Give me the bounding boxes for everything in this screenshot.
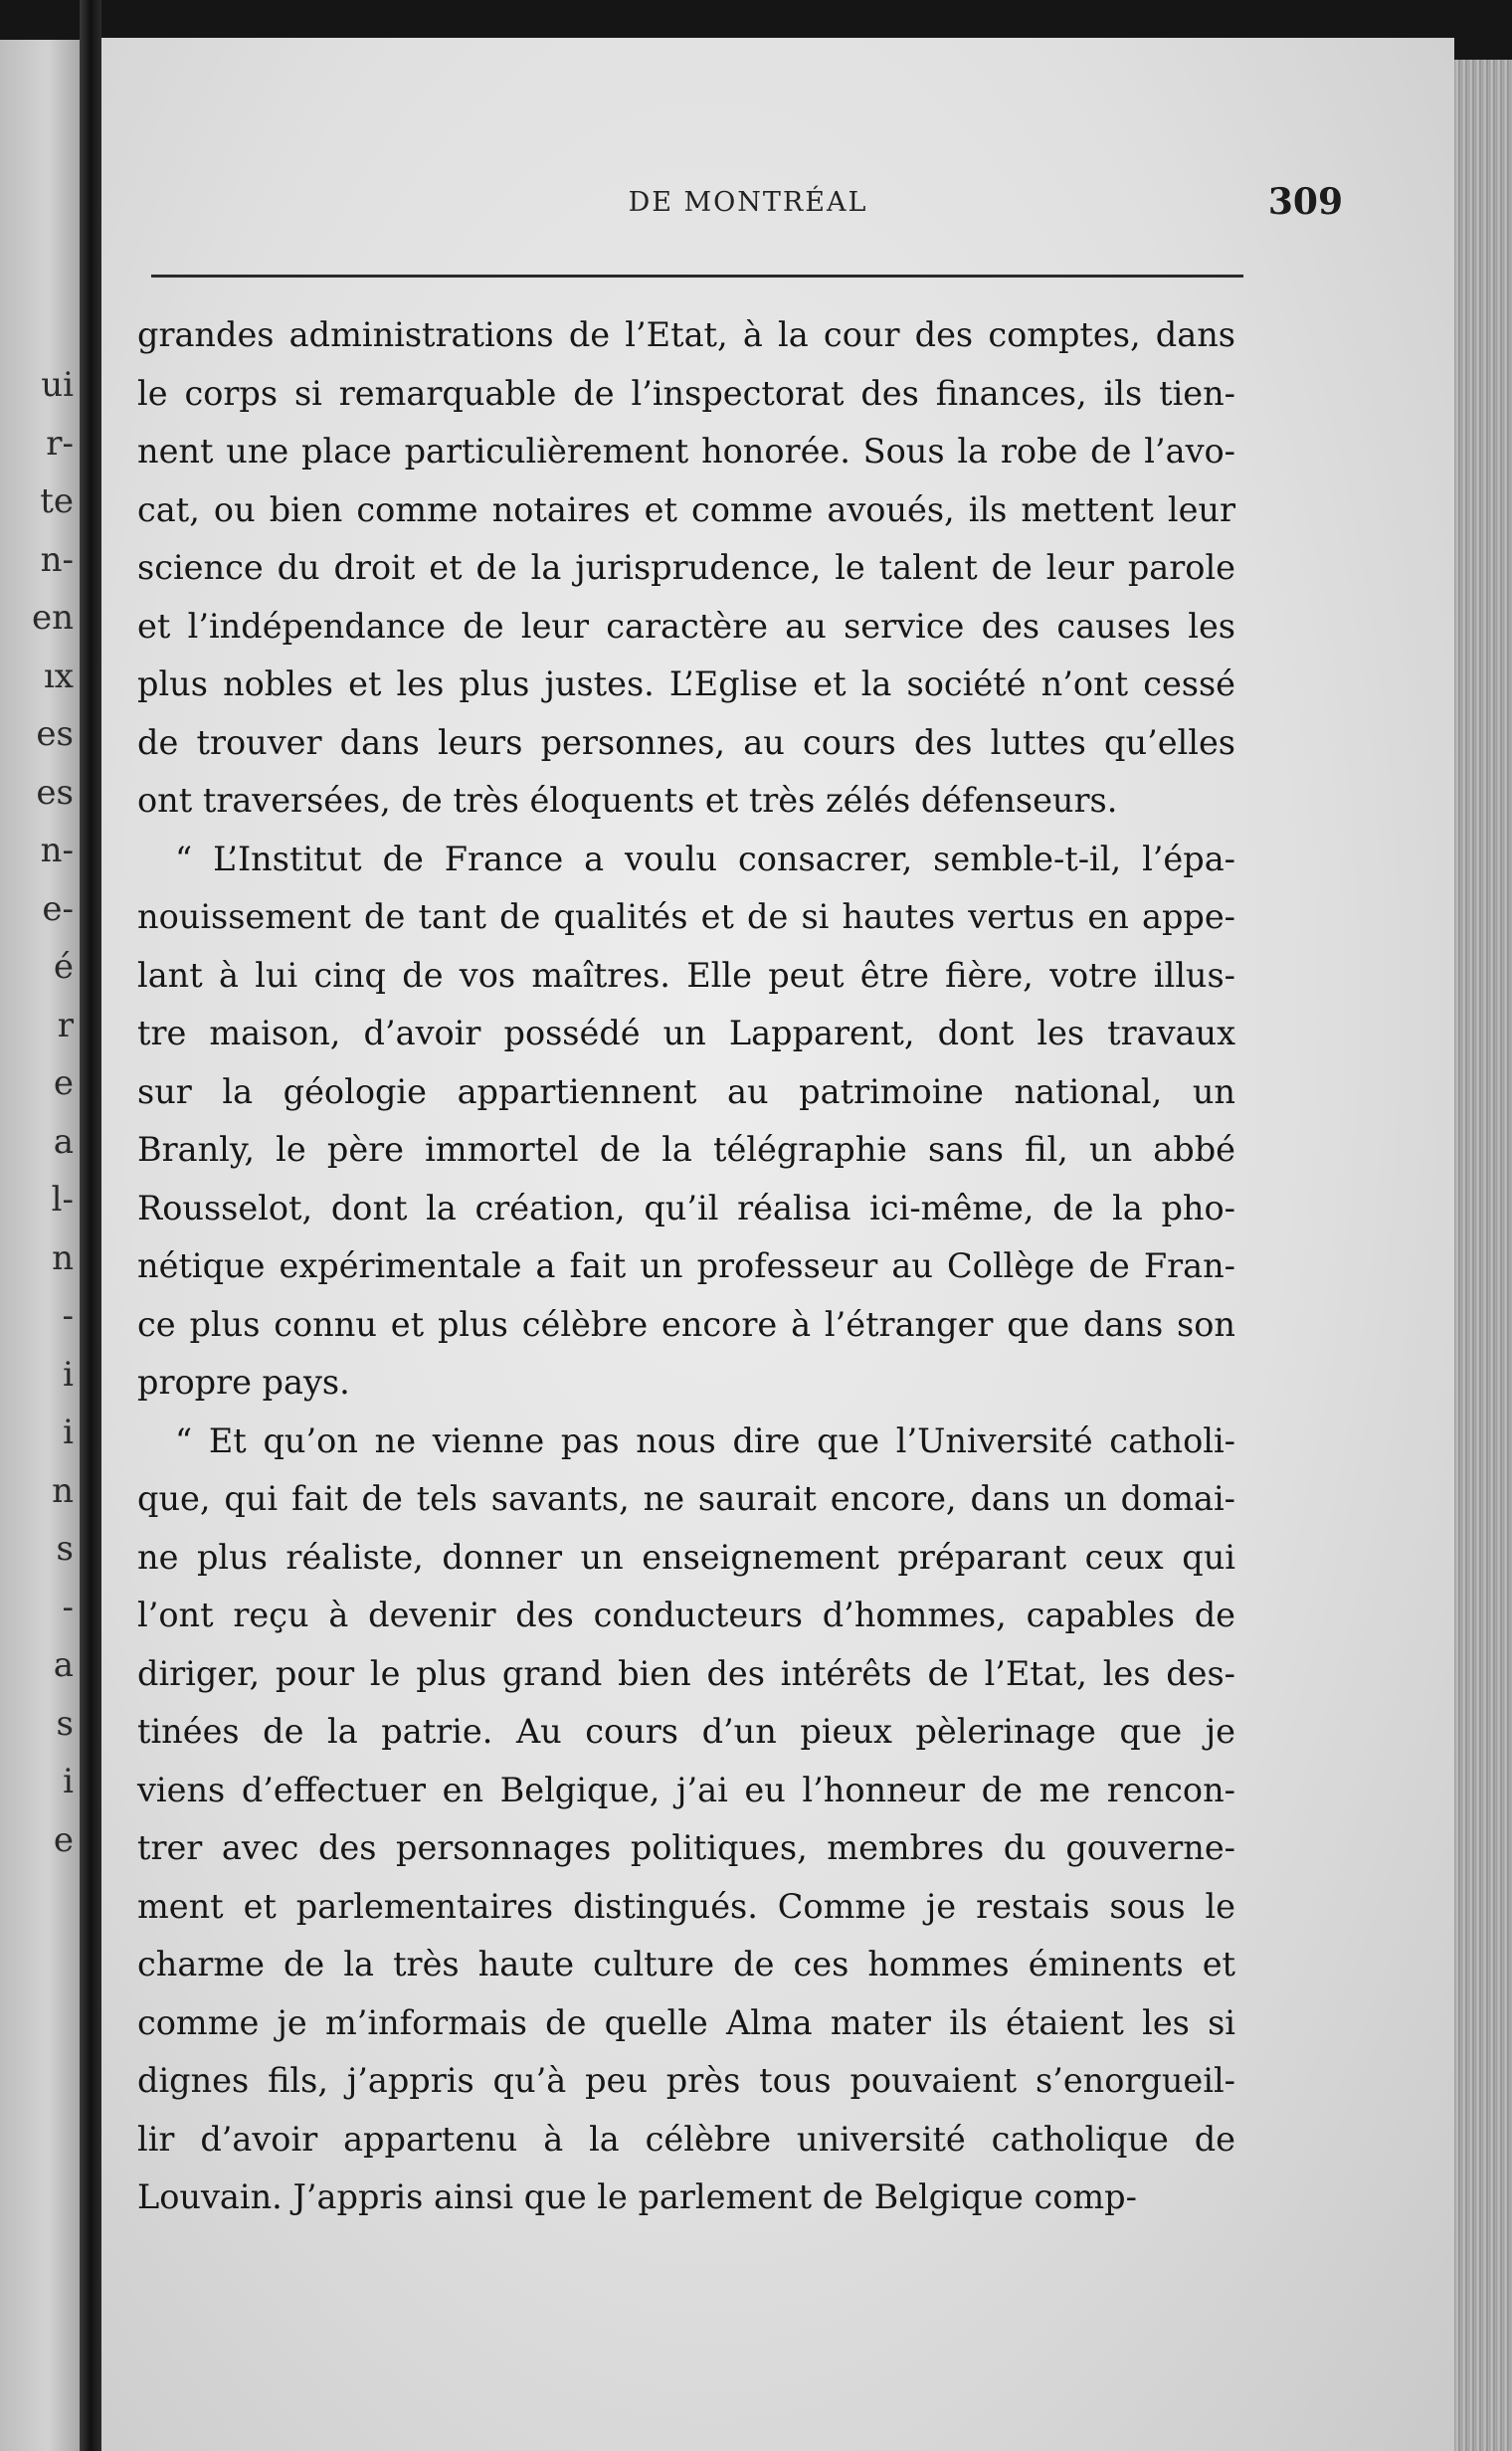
text-line: charme de la très haute culture de ces hommes éminents et	[137, 1945, 1235, 1983]
left-page-fragment: es	[36, 772, 74, 813]
text-line: Branly, le père immortel de la télégraphie sans fil, un abbé	[137, 1130, 1235, 1169]
text-line: le corps si remarquable de l’inspectorat des finances, ils tien-	[137, 373, 1235, 413]
text-line: Rousselot, dont la création, qu’il réalisa ici-même, de la pho-	[137, 1188, 1235, 1227]
left-page-fragment: e-	[42, 888, 74, 929]
text-line: propre pays.	[137, 1363, 350, 1402]
text-line: ce plus connu et plus célèbre encore à l’étranger que dans son	[137, 1304, 1235, 1344]
header-rule	[151, 275, 1243, 278]
left-page-fragment: en	[31, 598, 74, 638]
text-line: de trouver dans leurs personnes, au cours des luttes qu’elles	[137, 722, 1235, 762]
text-line: dignes fils, j’appris qu’à peu près tous pouvaient s’enorgueil-	[137, 2061, 1235, 2100]
text-line: ont traversées, de très éloquents et très zélés défenseurs.	[137, 781, 1118, 820]
text-line: Louvain. J’appris ainsi que le parlement de Belgique comp-	[137, 2177, 1137, 2216]
text-line: nent une place particulièrement honorée. Sous la robe de l’avo-	[137, 432, 1235, 471]
text-line: tinées de la patrie. Au cours d’un pieux pèlerinage que je	[137, 1712, 1235, 1751]
left-page-fragment: es	[36, 714, 74, 754]
text-line: tre maison, d’avoir possédé un Lapparent, dont les travaux	[137, 1014, 1235, 1052]
body-text	[137, 306, 1235, 2227]
text-line: science du droit et de la jurisprudence, le talent de leur parole	[137, 548, 1235, 587]
left-page-fragment: i	[63, 1413, 74, 1452]
left-page-fragment: e	[53, 1819, 74, 1860]
text-line: nouissement de tant de qualités et de si hautes vertus en appe-	[137, 897, 1235, 936]
text-line: comme je m’informais de quelle Alma mater ils étaient les si	[137, 2002, 1235, 2042]
text-line: que, qui fait de tels savants, ne saurait encore, dans un domai-	[137, 1479, 1235, 1518]
text-line: “ L’Institut de France a voulu consacrer, semble-t-il, l’épa-	[175, 839, 1235, 878]
page-stack-edges	[1454, 60, 1512, 2451]
text-line: lant à lui cinq de vos maîtres. Elle peut être fière, votre illus-	[137, 955, 1235, 995]
left-page-fragment: te	[40, 481, 74, 521]
left-page-fragment: n-	[40, 831, 74, 870]
text-line: nétique expérimentale a fait un professeur au Collège de Fran-	[137, 1246, 1235, 1285]
left-page-fragment: n	[52, 1237, 74, 1278]
left-page-fragment: e	[53, 1063, 74, 1103]
left-page-fragment: r-	[46, 423, 74, 464]
left-page-fragment: ıx	[43, 656, 74, 696]
left-page-fragment: l-	[51, 1180, 74, 1220]
left-page-fragment: -	[62, 1296, 74, 1336]
left-page-fragment: s	[56, 1703, 74, 1744]
left-page-fragment: n	[52, 1470, 74, 1511]
left-page-fragment: n-	[40, 539, 74, 580]
text-line: et l’indépendance de leur caractère au service des causes les	[137, 606, 1235, 646]
text-line: sur la géologie appartiennent au patrimoine national, un	[137, 1071, 1235, 1111]
text-line: viens d’effectuer en Belgique, j’ai eu l’honneur de me rencon-	[137, 1770, 1235, 1809]
left-page-fragment: a	[53, 1645, 74, 1685]
left-page-fragment: s	[56, 1529, 74, 1569]
left-page-fragment: a	[53, 1121, 74, 1162]
book-gutter	[80, 0, 101, 2451]
left-page-fragment: -	[62, 1587, 74, 1627]
text-line: grandes administrations de l’Etat, à la cour des comptes, dans	[137, 315, 1235, 354]
text-line: lir d’avoir appartenu à la célèbre université catholique de	[137, 2119, 1235, 2159]
text-line: diriger, pour le plus grand bien des intérêts de l’Etat, les des-	[137, 1653, 1235, 1693]
text-line: ment et parlementaires distingués. Comme je restais sous le	[137, 1886, 1235, 1926]
page-number: 309	[1267, 181, 1343, 223]
left-page-fragment: i	[63, 1762, 74, 1801]
book-page	[101, 38, 1454, 2451]
running-title: DE MONTRÉAL	[628, 187, 868, 218]
left-page-fragment: ui	[41, 365, 74, 405]
text-line: cat, ou bien comme notaires et comme avoués, ils mettent leur	[137, 489, 1235, 529]
left-page-fragment: r	[57, 1005, 74, 1045]
left-page-fragment: i	[63, 1354, 74, 1395]
text-line: ne plus réaliste, donner un enseignement préparant ceux qui	[137, 1537, 1235, 1577]
text-line: l’ont reçu à devenir des conducteurs d’hommes, capables de	[137, 1596, 1235, 1634]
text-line: “ Et qu’on ne vienne pas nous dire que l’Université catholi-	[175, 1420, 1235, 1460]
left-page-fragment: é	[53, 947, 74, 987]
left-facing-page-edge	[0, 40, 80, 2451]
text-line: plus nobles et les plus justes. L’Eglise et la société n’ont cessé	[137, 664, 1235, 703]
text-line: trer avec des personnages politiques, membres du gouverne-	[137, 1828, 1235, 1867]
page-header	[153, 181, 1343, 237]
